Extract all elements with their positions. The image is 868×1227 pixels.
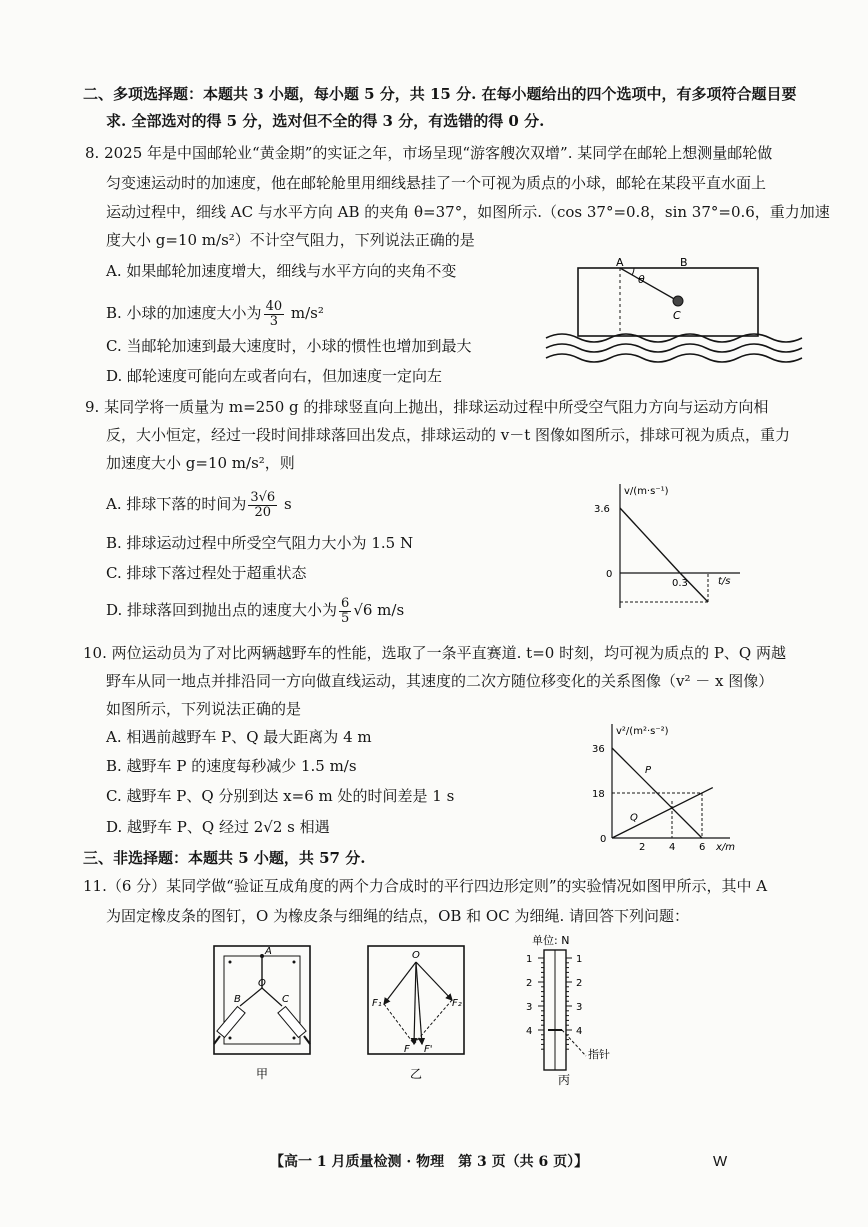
- vt-ytick-0: 0: [606, 569, 613, 580]
- yi-label-fprime: F': [424, 1044, 433, 1055]
- q8-line1: 8. 2025 年是中国邮轮业“黄金期”的实证之年，市场呈现“游客艘次双增”. 某同学在邮轮上想测量邮轮做: [85, 144, 773, 162]
- q10-line2: 野车从同一地点并排沿同一方向做直线运动，其速度的二次方随位移变化的关系图像（v² － x 图像）: [106, 672, 774, 690]
- scale-label-right-1: 1: [576, 954, 583, 965]
- q11-figure-jia: [210, 944, 320, 1084]
- vt-ylabel: v/(m·s⁻¹): [624, 486, 669, 497]
- vt-series-rise: [620, 508, 680, 573]
- yi-label-o: O: [412, 950, 420, 961]
- q8-option-b: B. 小球的加速度大小为 $\frac{40}{3}$ m/s²: [106, 298, 324, 329]
- q8-label-a: A: [616, 256, 624, 269]
- vx-xlabel: x/m: [716, 842, 736, 853]
- q10-v2x-chart: [590, 720, 750, 855]
- footer-mark: W: [713, 1153, 728, 1170]
- vt-xtick-0-3: 0.3: [672, 578, 688, 589]
- scale-label-right-4: 4: [576, 1026, 583, 1037]
- caption-bing: 丙: [558, 1073, 571, 1087]
- q8-label-c: C: [673, 309, 681, 322]
- q11-line2: 为固定橡皮条的图钉，O 为橡皮条与细绳的结点，OB 和 OC 为细绳. 请回答下列问题：: [106, 907, 690, 925]
- q10-option-c: C. 越野车 P、Q 分别到达 x=6 m 处的时间差是 1 s: [106, 787, 455, 805]
- q8-option-a: A. 如果邮轮加速度增大，细线与水平方向的夹角不变: [106, 262, 457, 280]
- q8-line3: 运动过程中，细线 AC 与水平方向 AB 的夹角 θ=37°，如图所示.（cos 37°=0.8，sin 37°=0.6，重力加速: [106, 203, 830, 221]
- q9-line1: 9. 某同学将一质量为 m=250 g 的排球竖直向上抛出，排球运动过程中所受空气阻力方向与运动方向相: [85, 398, 769, 416]
- q10-line1: 10. 两位运动员为了对比两辆越野车的性能，选取了一条平直赛道. t=0 时刻，均可视为质点的 P、Q 两越: [83, 644, 786, 662]
- caption-jia: 甲: [256, 1067, 269, 1081]
- jia-label-b: B: [234, 994, 241, 1005]
- vx-label-p: P: [645, 765, 652, 776]
- section3-line: 三、非选择题：本题共 5 小题，共 57 分.: [83, 849, 366, 867]
- scale-label-left-1: 1: [526, 954, 533, 965]
- scale-label-left-4: 4: [526, 1026, 533, 1037]
- q9-option-a: A. 排球下落的时间为 $\frac{3√6}{20}$ s: [106, 489, 292, 520]
- q8-option-c: C. 当邮轮加速到最大速度时，小球的惯性也增加到最大: [106, 337, 472, 355]
- yi-label-f1: F₁: [372, 998, 382, 1009]
- vx-ytick-0: 0: [600, 834, 607, 845]
- q9-line3: 加速度大小 g=10 m/s²，则: [106, 454, 295, 472]
- jia-label-c: C: [282, 994, 289, 1005]
- vx-ytick-18: 18: [592, 789, 605, 800]
- q9-line2: 反，大小恒定，经过一段时间排球落回出发点，排球运动的 v－t 图像如图所示，排球可视为质点，重力: [106, 426, 791, 444]
- q10-line3: 如图所示，下列说法正确的是: [106, 700, 302, 718]
- q11-line1: 11.（6 分）某同学做“验证互成角度的两个力合成时的平行四边形定则”的实验情况如图甲所示，其中 A: [83, 877, 768, 895]
- q10-option-b: B. 越野车 P 的速度每秒减少 1.5 m/s: [106, 757, 357, 775]
- yi-label-f: F: [404, 1044, 410, 1055]
- scale-label-right-3: 3: [576, 1002, 583, 1013]
- q8-label-b: B: [680, 256, 688, 269]
- vx-ylabel: v²/(m²·s⁻²): [616, 726, 669, 737]
- q11-figure-bing: [512, 928, 622, 1088]
- scale-label-left-2: 2: [526, 978, 533, 989]
- scale-label-left-3: 3: [526, 1002, 533, 1013]
- q10-option-a: A. 相遇前越野车 P、Q 最大距离为 4 m: [106, 728, 372, 746]
- vx-series-q: [612, 788, 713, 838]
- vx-xtick-4: 4: [669, 842, 676, 853]
- vx-label-q: Q: [630, 812, 638, 824]
- q8-line4: 度大小 g=10 m/s²）不计空气阻力，下列说法正确的是: [106, 231, 475, 249]
- vx-ytick-36: 36: [592, 744, 605, 755]
- q8-cabin-figure: [538, 256, 818, 366]
- jia-label-o: O: [258, 978, 266, 989]
- q8-label-theta: θ: [638, 273, 645, 286]
- q9-option-d: D. 排球落回到抛出点的速度大小为 $\frac{6}{5}$ √6 m/s: [106, 595, 405, 626]
- vt-xlabel: t/s: [718, 576, 731, 587]
- section2-line2: 求. 全部选对的得 5 分，选对但不全的得 3 分，有选错的得 0 分.: [106, 112, 545, 130]
- bing-pointer-label: 指针: [588, 1048, 610, 1061]
- q10-option-d: D. 越野车 P、Q 经过 2√2 s 相遇: [106, 818, 330, 836]
- q11-figure-yi: [364, 944, 474, 1084]
- vx-xtick-2: 2: [639, 842, 646, 853]
- bing-unit-label: 单位: N: [532, 934, 570, 947]
- q8-line2: 匀变速运动时的加速度，他在邮轮舱里用细线悬挂了一个可视为质点的小球，邮轮在某段平直水面上: [106, 174, 767, 192]
- caption-yi: 乙: [410, 1067, 423, 1081]
- q9-option-c: C. 排球下落过程处于超重状态: [106, 564, 307, 582]
- q9-option-b: B. 排球运动过程中所受空气阻力大小为 1.5 N: [106, 534, 414, 552]
- q9-vt-chart: [590, 478, 750, 618]
- jia-label-a: A: [265, 946, 272, 957]
- vt-ytick-3-6: 3.6: [594, 504, 610, 515]
- q8-option-d: D. 邮轮速度可能向左或者向右，但加速度一定向左: [106, 367, 443, 385]
- vx-xtick-6: 6: [699, 842, 706, 853]
- footer-text: 【高一 1 月质量检测 · 物理 第 3 页（共 6 页）】: [270, 1154, 589, 1170]
- section2-line1: 二、多项选择题：本题共 3 小题，每小题 5 分，共 15 分. 在每小题给出的四个选项中，有多项符合题目要: [83, 85, 797, 103]
- scale-label-right-2: 2: [576, 978, 583, 989]
- yi-label-f2: F₂: [452, 998, 462, 1009]
